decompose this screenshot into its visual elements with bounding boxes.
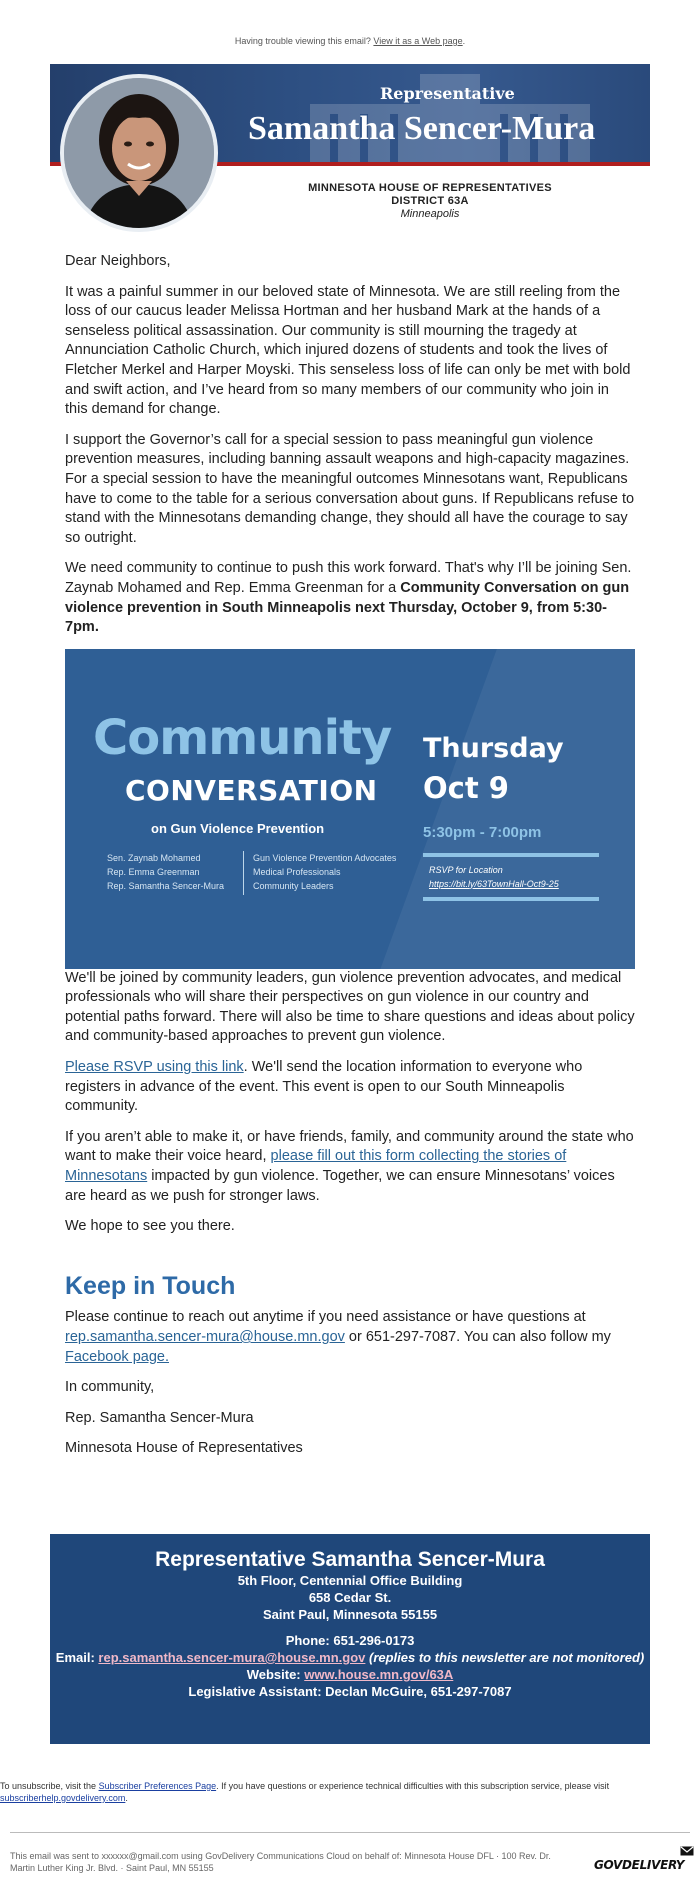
flyer-conversation-title: CONVERSATION — [125, 773, 378, 807]
footer-email: Email: rep.samantha.sencer-mura@house.mn.gov (replies to this newsletter are not monitored) — [55, 1650, 645, 1665]
flyer-day: Thursday — [423, 732, 564, 764]
footer-address-1: 5th Floor, Centennial Office Building — [237, 1573, 463, 1588]
contact-email-link[interactable]: rep.samantha.sencer-mura@house.mn.gov — [65, 1329, 345, 1345]
paragraph-community-conversation: We need community to continue to push this work forward. That's why I’ll be joining Sen. Zaynab Mohamed and Rep. Emma Greenman for a Community Conversation on gun violence prevention in South Minneapolis next Thursday, October 9, from 5:30-7pm. — [65, 560, 632, 636]
contact-footer — [50, 1534, 650, 1744]
flyer-participants: Gun Violence Prevention Advocates Medical Professionals Community Leaders — [253, 852, 397, 891]
footer-address-3: Saint Paul, Minnesota 55155 — [262, 1607, 438, 1622]
portrait-image — [64, 78, 214, 228]
footer-address-2: 658 Cedar St. — [308, 1590, 392, 1605]
flyer-rsvp: RSVP for Location https://bit.ly/63TownHall-Oct9-25 — [429, 864, 559, 889]
footer-assistant: Legislative Assistant: Declan McGuire, 651-297-7087 — [188, 1684, 512, 1699]
keep-in-touch-heading: Keep in Touch — [65, 1271, 236, 1300]
trouble-viewing-note: Having trouble viewing this email? View it as a Web page. — [234, 36, 466, 46]
event-flyer-image[interactable] — [65, 649, 635, 969]
closing: In community, — [65, 1379, 155, 1396]
facebook-page-link[interactable]: Facebook page. — [65, 1348, 169, 1365]
header-banner — [50, 64, 650, 236]
flyer-date: Oct 9 — [423, 770, 509, 805]
representative-portrait — [60, 74, 218, 232]
footer-phone: Phone: 651-296-0173 — [285, 1633, 415, 1648]
paragraph-joined-by: We'll be joined by community leaders, gun violence prevention advocates, and medical professionals who will share their perspectives on gun violence in our country and potential paths forward. There will also be time to share questions and ideas about policy and community-based approaches to prevent gun violence. — [65, 969, 635, 1045]
paragraph-summer: It was a painful summer in our beloved state of Minnesota. We are still reeling from the loss of our caucus leader Melissa Hortman and her husband Mark at the hands of a senseless political assassination. Our community is still mourning the tragedy at Annunciation Catholic Church, which injured dozens of students and took the lives of Fletcher Merkel and Harper Moyski. This senseless loss of life can only be met with bold and swift action, and I’ve heard from so many members of our community who join in this demand for change. — [65, 283, 631, 418]
subscriber-help-link[interactable]: subscriberhelp.govdelivery.com — [0, 1793, 126, 1803]
flyer-hosts: Sen. Zaynab Mohamed Rep. Emma Greenman Rep. Samantha Sencer-Mura — [107, 852, 225, 891]
footer-divider — [10, 1832, 690, 1833]
stories-form-link[interactable]: please fill out this form collecting the stories of Minnesotans — [65, 1148, 567, 1185]
banner-title-small: Representative — [380, 84, 515, 103]
footer-email-link[interactable]: rep.samantha.sencer-mura@house.mn.gov — [98, 1650, 366, 1665]
flyer-bar-top — [423, 853, 599, 857]
rsvp-link[interactable]: Please RSVP using this link — [65, 1059, 244, 1076]
signature-org: Minnesota House of Representatives — [65, 1440, 303, 1457]
footer-website-link[interactable]: www.house.mn.gov/63A — [304, 1667, 454, 1682]
paragraph-contact: Please continue to reach out anytime if you need assistance or have questions at rep.samantha.sencer-mura@house.mn.gov or 651-297-7087. You can also follow my Facebook page. — [65, 1309, 611, 1365]
subscriber-preferences-link[interactable]: Subscriber Preferences Page — [98, 1781, 217, 1791]
paragraph-special-session: I support the Governor’s call for a special session to pass meaningful gun violence prevention measures, including banning assault weapons and high-capacity magazines. For a special session to have the meaningful outcomes Minnesotans want, Republicans have to come to the table for a serious conversation about guns. If Republicans refuse to stand with the Minnesotans demanding change, they should all have the courage to say so outright. — [65, 431, 635, 546]
flyer-community-title: Community — [93, 709, 392, 766]
banner-title-name: Samantha Sencer-Mura — [248, 110, 596, 147]
flyer-divider — [243, 851, 244, 895]
footer-website: Website: www.house.mn.gov/63A — [246, 1667, 454, 1682]
envelope-icon — [680, 1846, 694, 1856]
house-district-label: MINNESOTA HOUSE OF REPRESENTATIVES DISTRICT 63A — [308, 182, 552, 207]
footer-name: Representative Samantha Sencer-Mura — [155, 1548, 545, 1571]
paragraph-hope: We hope to see you there. — [65, 1218, 235, 1235]
view-web-page-link[interactable]: View it as a Web page — [373, 36, 463, 46]
paragraph-rsvp: Please RSVP using this link. We'll send the location information to everyone who registers in advance of the event. This event is open to our South Minneapolis community. — [65, 1059, 583, 1115]
flyer-subtitle: on Gun Violence Prevention — [151, 820, 325, 836]
city-label: Minneapolis — [400, 208, 460, 220]
unsubscribe-note: To unsubscribe, visit the Subscriber Preferences Page. If you have questions or experience technical difficulties with this subscription service, please visit subscriberhelp.govdelivery.com. — [0, 1781, 610, 1803]
govdelivery-logo: GOVDELIVERY — [594, 1858, 685, 1872]
sent-to-note: This email was sent to xxxxxx@gmail.com using GovDelivery Communications Cloud on behalf of: Minnesota House DFL · 100 Rev. Dr. Martin Luther King Jr. Blvd. · Saint Paul, MN 55155 — [10, 1851, 551, 1873]
paragraph-stories-form: If you aren’t able to make it, or have friends, family, and community around the state who want to make their voice heard, please fill out this form collecting the stories of Minnesotans impacted by gun violence. Together, we can ensure Minnesotans’ voices are heard as we push for stronger laws. — [65, 1128, 634, 1204]
newsletter-body — [65, 252, 635, 1470]
flyer-bar-bottom — [423, 897, 599, 901]
greeting: Dear Neighbors, — [65, 253, 171, 269]
signature-name: Rep. Samantha Sencer-Mura — [65, 1409, 254, 1426]
flyer-time: 5:30pm - 7:00pm — [423, 823, 542, 841]
